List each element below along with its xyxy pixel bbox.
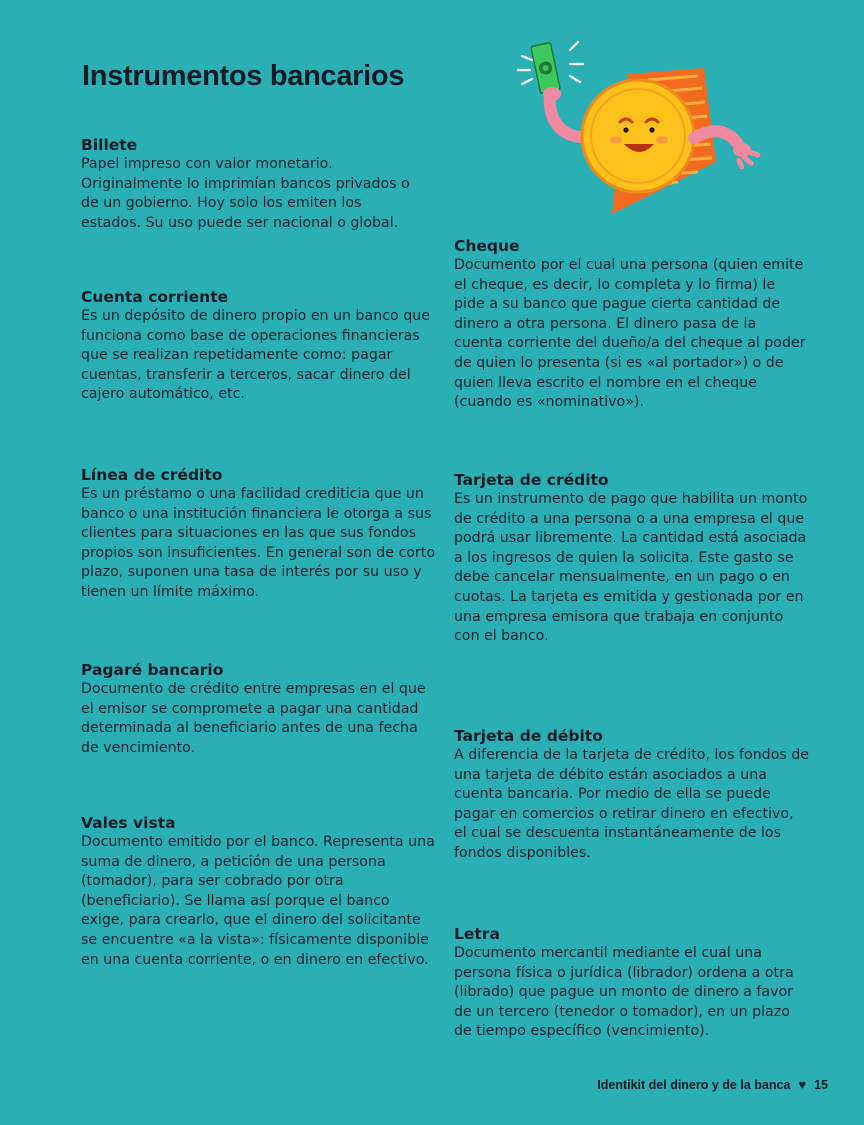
entry-definition: Documento por el cual una persona (quien emite el cheque, es decir, lo completa y lo firma) le pide a su banco que pague cierta cantidad de dinero a otra persona. El dinero pasa de la cuenta corriente del dueño/a del cheque al poder de quien lo presenta (si es «al portador») o de quien lleva escrito el nombre en el cheque (cuando es «nominativo»). (454, 257, 806, 411)
entry-term: Pagaré bancario (81, 661, 224, 679)
entry-term: Vales vista (81, 814, 176, 832)
entry-pagare (81, 661, 436, 758)
heart-icon: ♥ (798, 1077, 807, 1092)
entry-tarjeta-credito (454, 471, 809, 647)
entry-term: Tarjeta de débito (454, 727, 603, 745)
entry-term: Tarjeta de crédito (454, 471, 609, 489)
entry-definition: Papel impreso con valor monetario. Originalmente lo imprimían bancos privados o de un gobierno. Hoy solo los emiten los estados. Su uso puede ser nacional o global. (81, 156, 410, 231)
entry-definition: Es un préstamo o una facilidad crediticia que un banco o una institución financiera le otorga a sus clientes para situaciones en las que sus fondos propios son insuficientes. En general son de corto plazo, suponen una tasa de interés por su uso y tienen un límite máximo. (81, 486, 436, 600)
page-title: Instrumentos bancarios (82, 60, 405, 92)
entry-cuenta-corriente (81, 288, 436, 405)
entry-linea-credito (81, 466, 436, 603)
entry-term: Billete (81, 136, 138, 154)
entry-term: Línea de crédito (81, 466, 223, 484)
coin-character-holding-banknote-icon (508, 36, 770, 234)
entry-definition: Es un depósito de dinero propio en un banco que funciona como base de operaciones financieras que se realizan repetidamente como: pagar cuentas, transferir a terceros, sacar dinero del cajero automático, etc. (81, 308, 430, 403)
entry-letra (454, 925, 809, 1042)
banknote-icon (531, 42, 561, 93)
entry-term: Cuenta corriente (81, 288, 229, 306)
hand-icon (733, 143, 761, 170)
entry-definition: Documento emitido por el banco. Representa una suma de dinero, a petición de una persona (tomador), para ser cobrado por otra (beneficiario). Se llama así porque el banco exige, para crearlo, que el dinero del solicitante se encuentre «a la vista»: físicamente disponible en una cuenta corriente, o en dinero en efectivo. (81, 834, 435, 968)
entry-cheque (454, 237, 809, 413)
entry-billete (81, 136, 436, 233)
page-number: 15 (814, 1077, 828, 1092)
entry-tarjeta-debito (454, 727, 809, 864)
entry-term: Cheque (454, 237, 520, 255)
entry-term: Letra (454, 925, 500, 943)
entry-definition: Documento mercantil mediante el cual una persona física o jurídica (librador) ordena a otra (librado) que pague un monto de dinero a favor de un tercero (tenedor o tomador), en un plazo de tiempo específico (vencimiento). (454, 945, 794, 1040)
entry-definition: Documento de crédito entre empresas en el que el emisor se compromete a pagar una cantidad determinada al beneficiario antes de una fecha de vencimiento. (81, 681, 426, 756)
entry-definition: Es un instrumento de pago que habilita un monto de crédito a una persona o a una empresa el que podrá usar libremente. La cantidad está asociada a los ingresos de quien la solicita. Este gasto se debe cancelar mensualmente, en un pago o en cuotas. La tarjeta es emitida y gestionada por en una empresa emisora que trabaja en conjunto con el banco. (454, 491, 808, 645)
entry-definition: A diferencia de la tarjeta de crédito, los fondos de una tarjeta de débito están asociados a una cuenta bancaria. Por medio de ella se puede pagar en comercios o retirar dinero en efectivo, el cual se descuenta instantáneamente de los fondos disponibles. (454, 747, 810, 861)
page-footer (597, 1077, 828, 1092)
entry-vales-vista (81, 814, 436, 970)
footer-book-title: Identikit del dinero y de la banca (597, 1077, 791, 1092)
